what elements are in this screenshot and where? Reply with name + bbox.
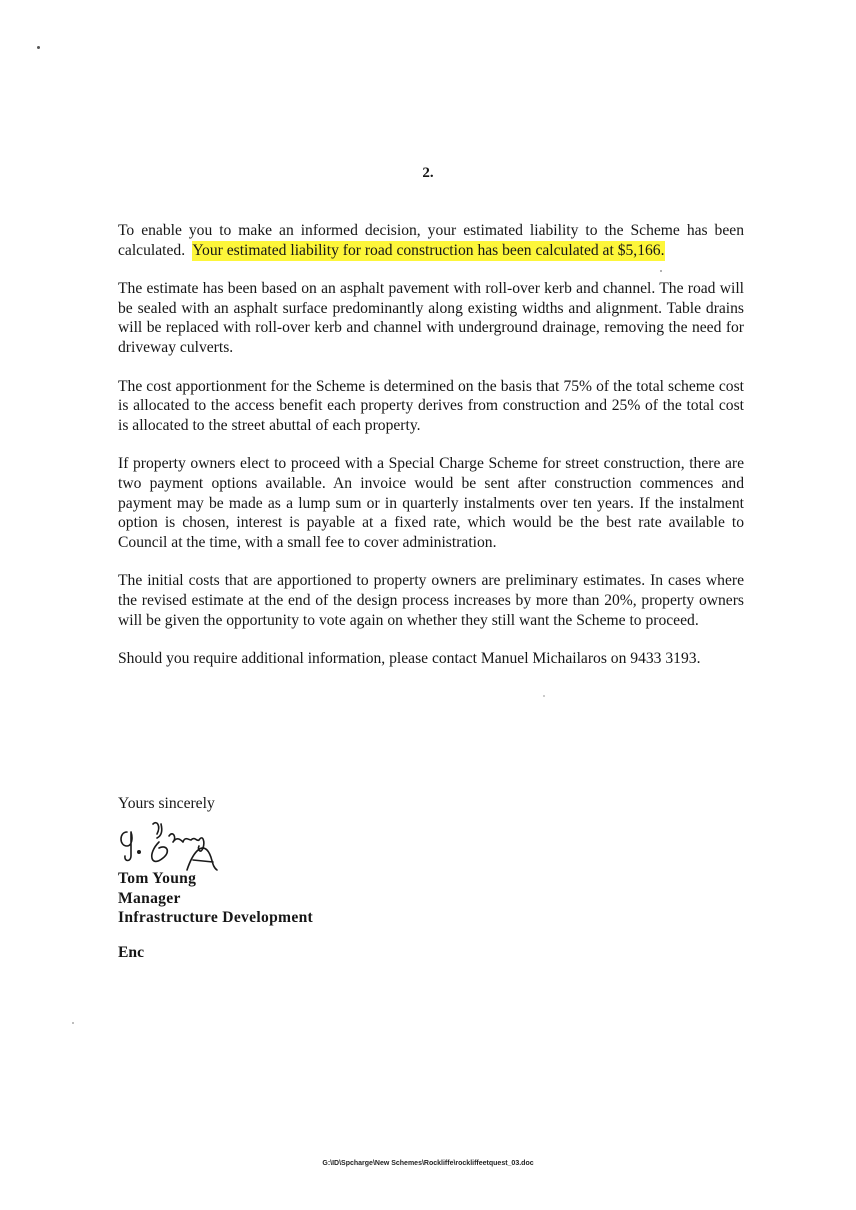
letter-body xyxy=(118,221,744,688)
signatory-name: Tom Young xyxy=(118,870,197,887)
signatory-department: Infrastructure Development xyxy=(118,909,314,927)
paragraph-preliminary-estimates: The initial costs that are apportioned to property owners are preliminary estimates. In cases where the revised estimate at the end of the design process increases by more than 20%, property owners will be given the opportunity to vote again on whether they still want the Scheme to proceed. xyxy=(118,572,744,629)
paragraph-cost-apportionment: The cost apportionment for the Scheme is determined on the basis that 75% of the total scheme cost is allocated to the access benefit each property derives from construction and 25% of the total cost is allocated to the street abuttal of each property. xyxy=(118,377,744,434)
scan-speck xyxy=(37,46,40,49)
closing-salutation: Yours sincerely xyxy=(118,795,215,812)
paragraph-liability xyxy=(118,221,744,260)
scan-speck xyxy=(543,695,545,697)
highlighted-liability-amount: Your estimated liability for road construction has been calculated at $5,166. xyxy=(192,241,665,259)
signature-image xyxy=(115,812,225,872)
footer-file-path: G:\ID\Spcharge\New Schemes\Rockliffe\rockliffeetquest_03.doc xyxy=(322,1160,534,1167)
signatory-block xyxy=(118,869,313,928)
page-number: 2. xyxy=(422,165,434,181)
paragraph-payment-options: If property owners elect to proceed with a Special Charge Scheme for street construction, there are two payment options available. An invoice would be sent after construction commences and payment may be made as a lump sum or in quarterly instalments over ten years. If the instalment option is chosen, interest is payable at a fixed rate, which would be the best rate available to Council at the time, with a small fee to cover administration. xyxy=(118,455,744,551)
signatory-title: Manager xyxy=(118,889,181,907)
paragraph-liability-text: To enable you to make an informed decision, your estimated liability to the Scheme has been calculated. xyxy=(118,222,744,259)
paragraph-estimate-basis: The estimate has been based on an asphalt pavement with roll-over kerb and channel. The road will be sealed with an asphalt surface predominantly along existing widths and alignment. Table drains will be replaced with roll-over kerb and channel with underground drainage, removing the need for driveway culverts. xyxy=(118,280,744,356)
paragraph-contact: Should you require additional information, please contact Manuel Michailaros on 9433 3193. xyxy=(118,650,701,668)
enclosure-note: Enc xyxy=(118,944,144,961)
scan-speck xyxy=(72,1022,74,1024)
scan-speck xyxy=(660,270,662,272)
